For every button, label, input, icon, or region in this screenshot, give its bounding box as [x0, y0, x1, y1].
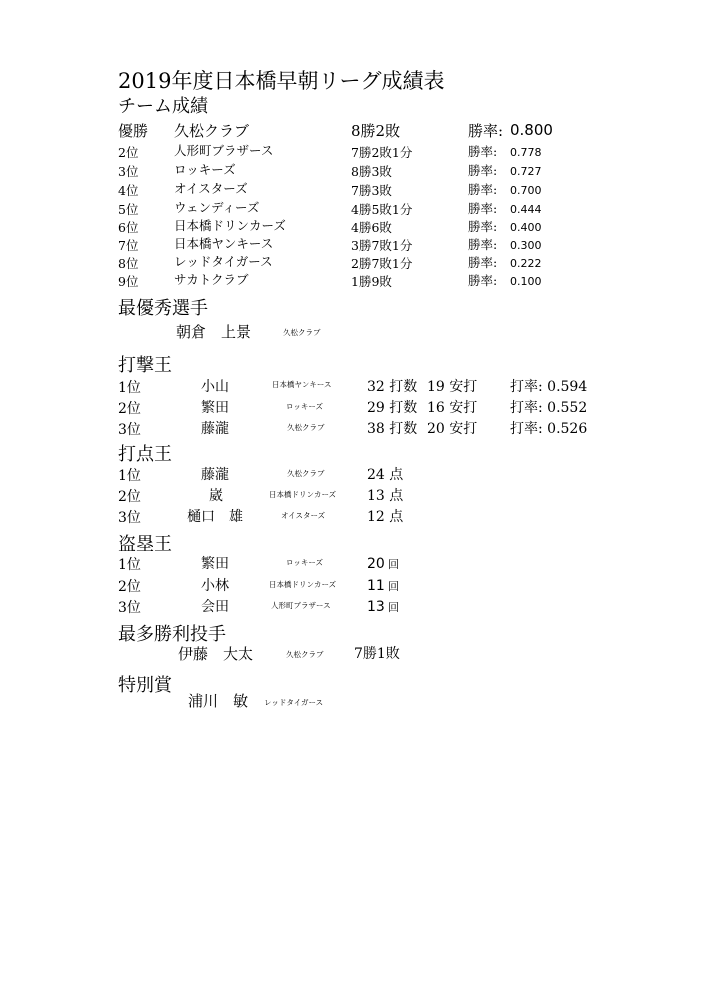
batting-hits: 20 安打 [427, 421, 478, 437]
special-team: レッドタイガース [264, 698, 324, 707]
team-rank: 2位 [118, 145, 139, 160]
steals-rank: 2位 [118, 579, 141, 595]
team-record: 4勝6敗 [351, 220, 392, 235]
steals-rank: 3位 [118, 600, 141, 616]
batting-team: 久松クラブ [287, 423, 325, 432]
team-record: 3勝7敗1分 [351, 238, 413, 253]
steals-player: 会田 [201, 599, 229, 615]
rbi-player: 崴 [209, 488, 223, 504]
steals-rank: 1位 [118, 557, 141, 573]
team-rate: 0.778 [510, 146, 542, 159]
batting-rank: 1位 [118, 380, 141, 396]
batting-team: 日本橋ヤンキース [272, 380, 332, 389]
team-rank: 9位 [118, 274, 139, 289]
team-rate-label: 勝率: [468, 255, 498, 270]
steals-player: 小林 [201, 578, 229, 594]
batting-rank: 2位 [118, 401, 141, 417]
batting-player: 繁田 [201, 400, 229, 416]
rbi-team: 日本橋ドリンカーズ [269, 490, 337, 499]
team-record: 4勝5敗1分 [351, 202, 413, 217]
batting-average: 打率: 0.552 [510, 400, 588, 416]
rbi-value: 12 点 [367, 509, 404, 525]
rbi-value: 24 点 [367, 467, 404, 483]
team-rate: 0.800 [510, 121, 553, 139]
steals-count: 20 [367, 556, 385, 572]
team-name: サカトクラブ [174, 272, 249, 287]
team-section-heading: チーム成績 [118, 96, 208, 117]
rbi-heading: 打点王 [118, 444, 172, 465]
team-rate-label: 勝率: [468, 182, 498, 197]
wins-record: 7勝1敗 [354, 646, 400, 662]
steals-team: 人形町ブラザース [271, 601, 331, 610]
team-rate: 0.727 [510, 165, 542, 178]
team-name: オイスターズ [174, 181, 248, 196]
team-rate: 0.300 [510, 239, 542, 252]
batting-average: 打率: 0.526 [510, 421, 588, 437]
team-rank: 7位 [118, 238, 139, 253]
team-rate: 0.444 [510, 203, 542, 216]
steals-unit: 回 [388, 558, 399, 571]
batting-at-bats: 29 打数 [367, 400, 418, 416]
steals-unit: 回 [388, 580, 399, 593]
team-record: 8勝2敗 [351, 122, 401, 140]
team-rate-label: 勝率: [468, 237, 498, 252]
batting-player: 藤瀧 [201, 421, 229, 437]
team-record: 7勝3敗 [351, 183, 392, 198]
team-name: ウェンディーズ [174, 200, 260, 215]
rbi-rank: 3位 [118, 510, 141, 526]
batting-team: ロッキーズ [286, 402, 323, 411]
rbi-team: オイスターズ [281, 511, 326, 520]
steals-heading: 盗塁王 [118, 534, 172, 555]
wins-team: 久松クラブ [286, 650, 324, 659]
steals-player: 繁田 [201, 556, 229, 572]
team-rate-label: 勝率: [468, 144, 498, 159]
wins-heading: 最多勝利投手 [118, 624, 226, 645]
team-rate-label: 勝率: [468, 122, 504, 140]
steals-count: 11 [367, 578, 385, 594]
batting-hits: 19 安打 [427, 379, 478, 395]
special-heading: 特別賞 [118, 675, 172, 696]
rbi-team: 久松クラブ [287, 469, 325, 478]
team-rate: 0.222 [510, 257, 542, 270]
team-rate-label: 勝率: [468, 201, 498, 216]
team-rank: 優勝 [118, 122, 149, 140]
batting-at-bats: 32 打数 [367, 379, 418, 395]
mvp-heading: 最優秀選手 [118, 298, 208, 319]
mvp-name: 朝倉 上景 [176, 323, 252, 341]
team-name: レッドタイガース [174, 254, 273, 269]
team-rate: 0.400 [510, 221, 542, 234]
page-title: 2019年度日本橋早朝リーグ成績表 [118, 69, 445, 93]
special-winner: 浦川 敏 [188, 692, 249, 710]
batting-rank: 3位 [118, 422, 141, 438]
team-rank: 8位 [118, 256, 139, 271]
team-rank: 6位 [118, 220, 139, 235]
team-record: 8勝3敗 [351, 164, 392, 179]
team-name: 日本橋ドリンカーズ [174, 218, 286, 233]
batting-heading: 打撃王 [118, 355, 172, 376]
team-rate: 0.100 [510, 275, 542, 288]
team-record: 7勝2敗1分 [351, 145, 413, 160]
team-record: 1勝9敗 [351, 274, 392, 289]
batting-hits: 16 安打 [427, 400, 478, 416]
wins-pitcher: 伊藤 大太 [178, 645, 254, 663]
team-name: 日本橋ヤンキース [174, 236, 274, 251]
rbi-player: 藤瀧 [201, 467, 229, 483]
batting-at-bats: 38 打数 [367, 421, 418, 437]
rbi-rank: 1位 [118, 468, 141, 484]
mvp-team: 久松クラブ [283, 328, 321, 337]
rbi-rank: 2位 [118, 489, 141, 505]
team-rank: 4位 [118, 183, 139, 198]
steals-unit: 回 [388, 601, 399, 614]
steals-team: 日本橋ドリンカーズ [269, 580, 337, 589]
steals-count: 13 [367, 599, 385, 615]
team-name: ロッキーズ [174, 162, 236, 177]
team-record: 2勝7敗1分 [351, 256, 413, 271]
team-rank: 3位 [118, 164, 139, 179]
team-rate-label: 勝率: [468, 163, 498, 178]
batting-average: 打率: 0.594 [510, 379, 588, 395]
team-name: 久松クラブ [174, 122, 250, 140]
team-rate-label: 勝率: [468, 219, 498, 234]
team-rate: 0.700 [510, 184, 542, 197]
team-rank: 5位 [118, 202, 139, 217]
steals-team: ロッキーズ [286, 558, 323, 567]
team-name: 人形町ブラザース [174, 143, 274, 158]
batting-player: 小山 [201, 379, 229, 395]
rbi-player: 樋口 雄 [187, 509, 243, 525]
team-rate-label: 勝率: [468, 273, 498, 288]
rbi-value: 13 点 [367, 488, 404, 504]
